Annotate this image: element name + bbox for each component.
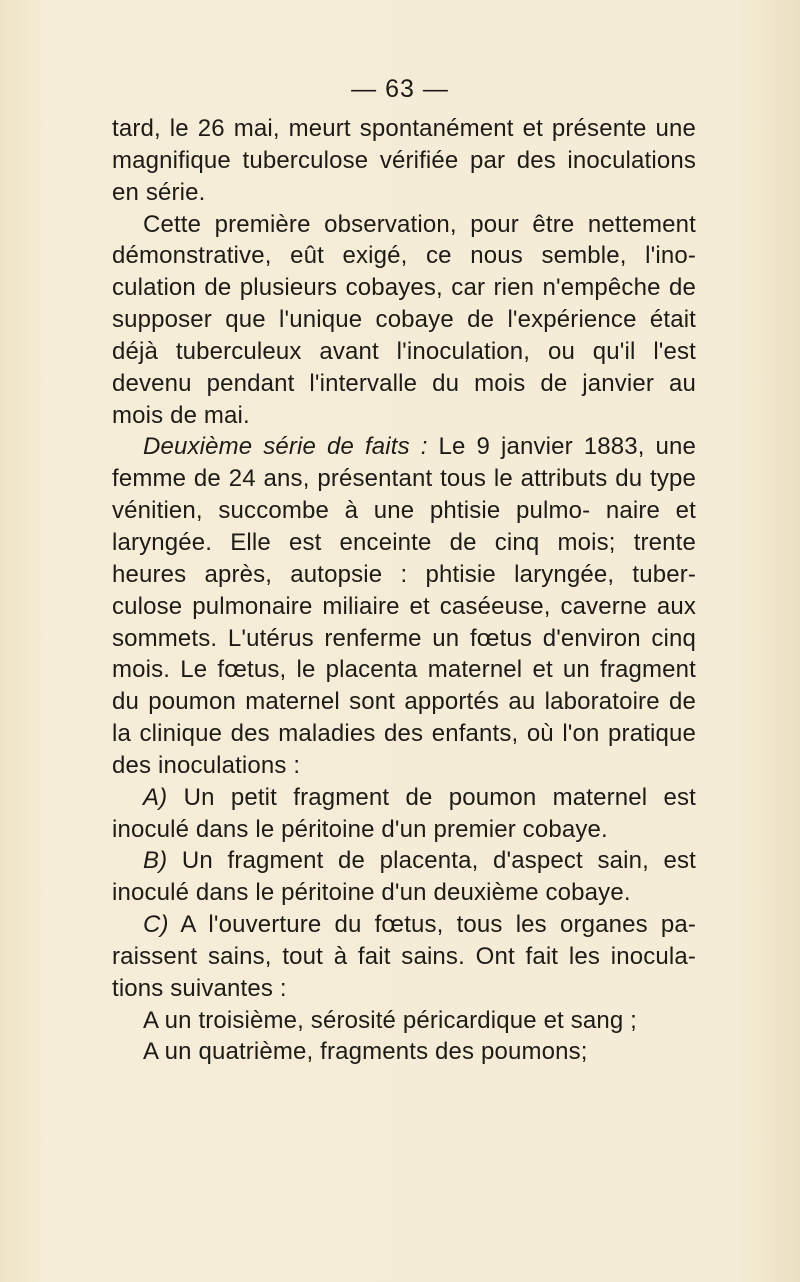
paragraph-3-text: Le 9 janvier 1883, une femme de 24 ans, présentant tous le attributs du type vénitien, succombe à une phtisie pulmo- naire et laryngée. Elle est enceinte de cinq mois; trente heures après, autopsie : phtisie laryngée, tuber- culose pulmonaire miliaire et caséeuse, caverne aux sommets. L'utérus renferme un fœtus d'environ cinq mois. Le fœtus, le placenta maternel et un fragment du poumon maternel sont apportés au laboratoire de la clinique des maladies des enfants, où l'on pratique des inoculations : [112,433,696,779]
paragraph-a-text: Un petit fragment de poumon maternel est inoculé dans le péritoine d'un premier cobaye. [112,783,696,843]
paragraph-fourth: A un quatrième, fragments des poumons; [143,1038,588,1066]
paragraph-b-text: Un fragment de placenta, d'aspect sain, est inoculé dans le péritoine d'un deuxième cobaye. [112,847,696,907]
item-a-marker: A) [143,783,168,811]
paragraph-a [112,782,696,846]
item-c-marker: C) [143,911,169,939]
paragraph-2: Cette première observation, pour être nettement démonstrative, eût exigé, ce nous semble, l'ino- culation de plusieurs cobayes, car rien n'empêche de supposer que l'unique cobaye de l'expérience était déjà tuberculeux avant l'inoculation, ou qu'il l'est devenu pendant l'intervalle du mois de janvier au mois de mai. [112,210,696,429]
paragraph-third: A un troisième, sérosité péricardique et sang ; [143,1006,637,1034]
item-b-marker: B) [143,847,168,875]
series-heading: Deuxième série de faits : [143,433,428,461]
body-text [112,113,696,1068]
paragraph-3 [112,431,696,781]
paragraph-1: tard, le 26 mai, meurt spontanément et présente une magnifique tuberculose vérifiée par des inoculations en série. [112,115,696,206]
page-number: — 63 — [351,75,449,103]
paragraph-c-text: A l'ouverture du fœtus, tous les organes pa- raissent sains, tout à fait sains. Ont fait les inocula- tions suivantes : [112,911,696,1002]
paragraph-c [112,909,696,1005]
paragraph-b [112,845,696,909]
